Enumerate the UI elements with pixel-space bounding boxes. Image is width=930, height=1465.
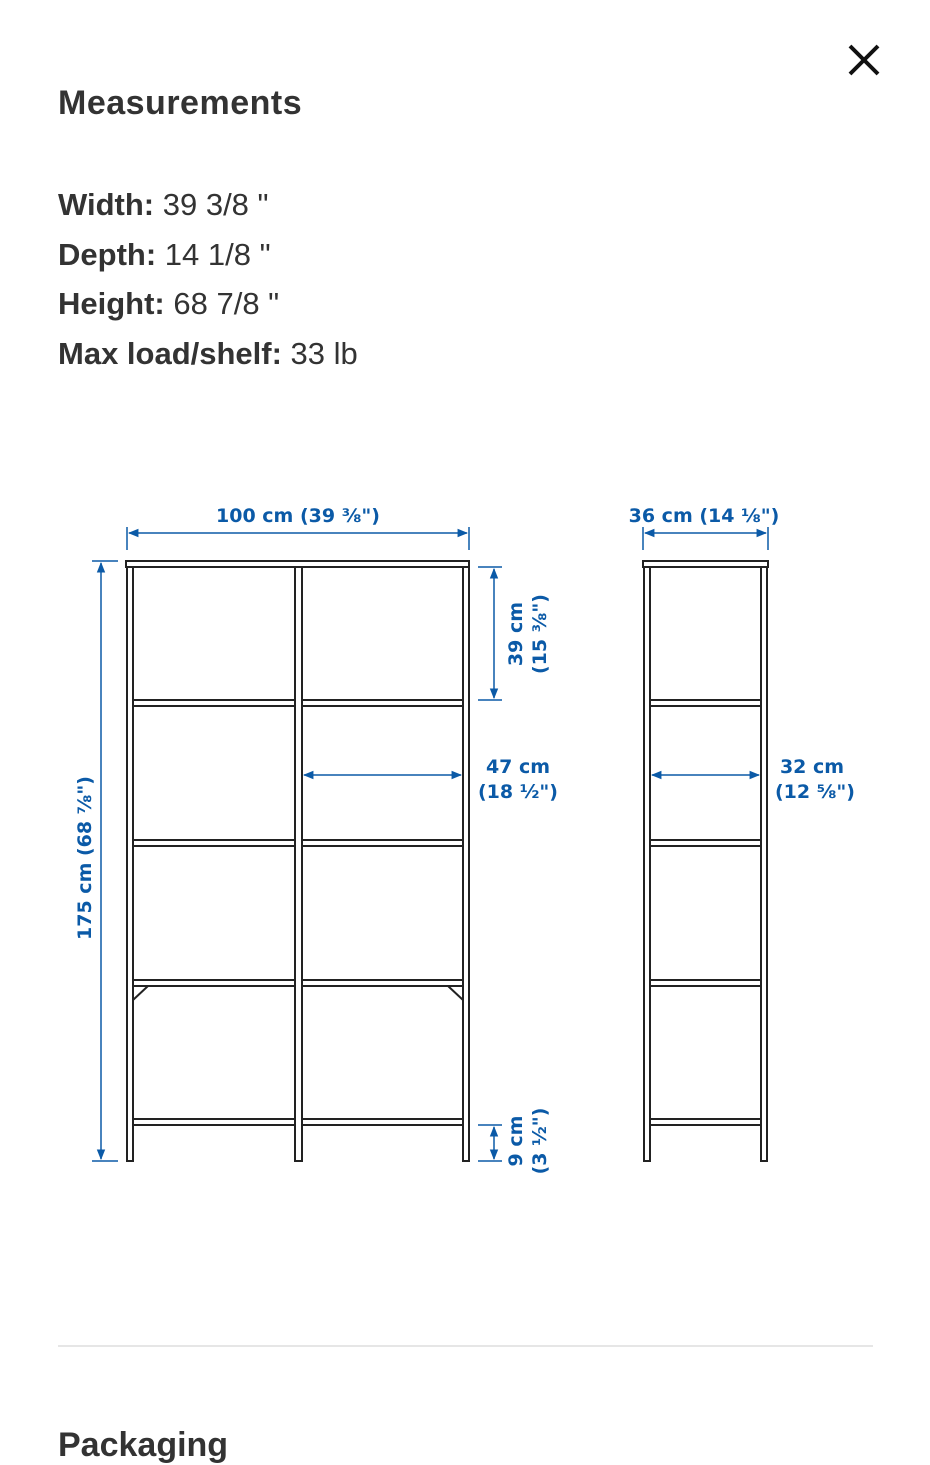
dimension-lines <box>92 527 768 1161</box>
depth-dimension-label: 36 cm (14 ⅛") <box>628 505 780 527</box>
top-gap-label-cm: 39 cm <box>505 601 527 667</box>
section-divider <box>58 1345 873 1347</box>
spec-label: Width: <box>58 187 155 222</box>
side-view-shelf <box>643 561 768 1161</box>
spec-label: Height: <box>58 286 165 321</box>
bottom-gap-label-cm: 9 cm <box>505 1115 527 1167</box>
section-title <box>58 84 378 130</box>
spec-label: Max load/shelf: <box>58 335 282 371</box>
spec-value: 33 lb <box>281 335 358 371</box>
spec-value: 68 7/8 " <box>164 286 280 321</box>
bottom-gap-label-in: (3 ½") <box>529 1107 551 1175</box>
front-view-shelf <box>126 561 469 1161</box>
inner-depth-label-cm: 32 cm <box>779 756 845 778</box>
width-dimension-label: 100 cm (39 ⅜") <box>216 505 380 527</box>
inner-width-label-in: (18 ½") <box>478 781 558 803</box>
spec-value: 14 1/8 " <box>156 236 271 272</box>
spec-list <box>58 180 358 378</box>
close-icon <box>847 43 881 77</box>
packaging-heading-text: Packaging <box>58 1426 229 1464</box>
packaging-heading[interactable] <box>58 1418 358 1464</box>
inner-depth-label-in: (12 ⅝") <box>775 781 855 803</box>
spec-width <box>58 180 358 230</box>
height-dimension-label: 175 cm (68 ⅞") <box>74 776 96 940</box>
spec-value: 39 3/8 " <box>154 187 269 222</box>
spec-depth <box>58 230 358 280</box>
spec-max-load <box>58 329 358 379</box>
close-button[interactable] <box>836 32 892 88</box>
spec-label: Depth: <box>58 236 157 272</box>
spec-height <box>58 279 358 329</box>
section-title-text: Measurements <box>58 84 303 122</box>
dimension-drawing <box>0 480 930 1200</box>
inner-width-label-cm: 47 cm <box>485 756 551 778</box>
top-gap-label-in: (15 ⅜") <box>529 594 551 674</box>
